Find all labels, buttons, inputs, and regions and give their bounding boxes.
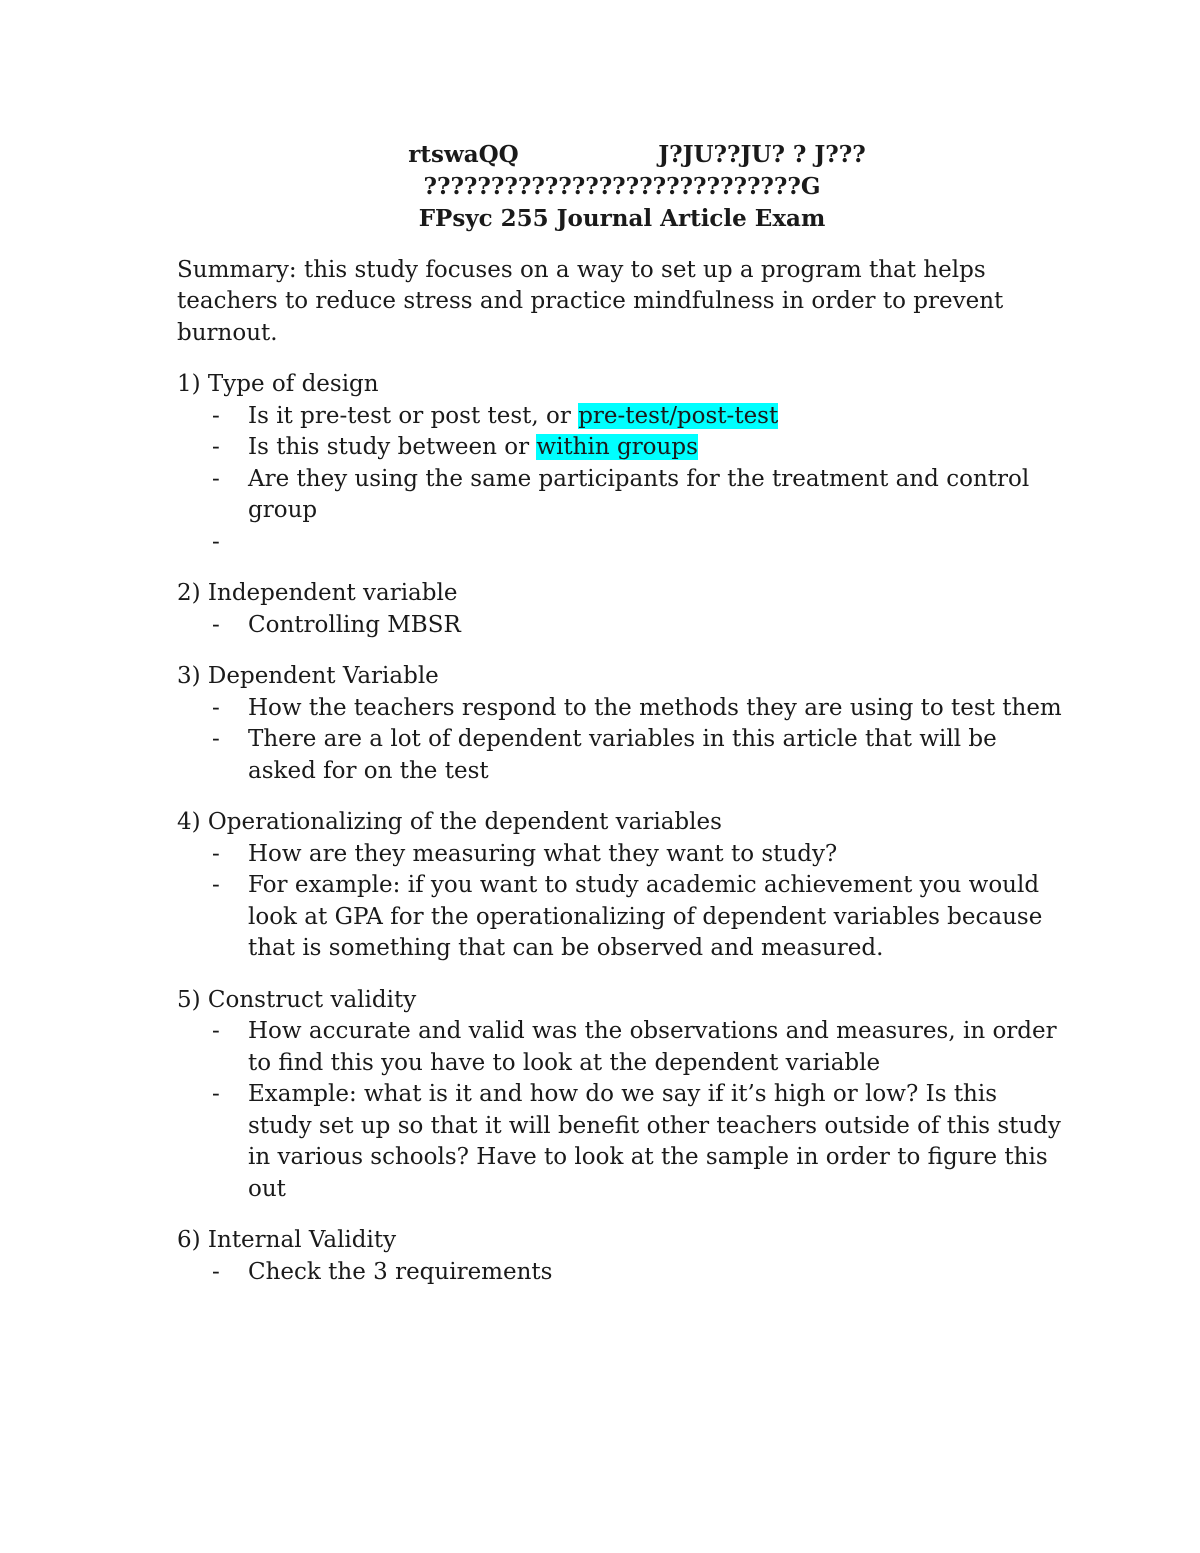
bullet-dash: -: [212, 1018, 220, 1044]
list-item-text: For example: if you want to study academic achievement you would look at GPA for the operationalizing of dependent variables because that is something that can be observed and measured.: [248, 872, 1043, 961]
list-item: [177, 527, 1067, 559]
bullet-dash: -: [212, 1081, 220, 1107]
list-item-text: Are they using the same participants for the treatment and control group: [248, 465, 1030, 523]
list-item: [177, 693, 1067, 725]
bullet-dash: -: [212, 872, 220, 898]
header-line-1-right: J?JU??JU? ? J???: [658, 141, 866, 168]
document-header: [177, 139, 1067, 235]
list-item: [177, 1016, 1067, 1079]
highlighted-text: pre-test/post-test: [578, 402, 779, 429]
list-item: [177, 401, 1067, 433]
list-item: [177, 1079, 1067, 1205]
list-item-text: How the teachers respond to the methods they are using to test them: [248, 694, 1062, 721]
section-title: 1) Type of design: [177, 371, 379, 397]
bullet-dash: -: [212, 434, 220, 460]
list-item: [177, 464, 1067, 527]
page-title: FPsyc 255 Journal Article Exam: [418, 205, 826, 232]
highlighted-text: within groups: [536, 434, 698, 460]
header-line-2: ????????????????????????????G: [423, 172, 821, 200]
section-1: [177, 369, 1067, 558]
list-item-text: How are they measuring what they want to study?: [248, 840, 838, 867]
list-item-text: How accurate and valid was the observations and measures, in order to find this you have to look at the dependent variable: [248, 1018, 1057, 1076]
bullet-dash: -: [212, 726, 220, 752]
list-item-text: Controlling MBSR: [248, 611, 461, 638]
section-5: [177, 985, 1067, 1206]
bullet-dash: -: [212, 1258, 220, 1285]
bullet-dash: -: [212, 611, 220, 638]
list-item: [177, 610, 1067, 642]
bullet-dash: -: [212, 840, 220, 867]
list-item: [177, 1257, 1067, 1289]
list-item: [177, 870, 1067, 965]
section-title: 6) Internal Validity: [177, 1227, 397, 1253]
bullet-dash: -: [212, 465, 220, 492]
list-item-text: Is this study between or within groups: [248, 434, 698, 460]
section-3: [177, 661, 1067, 787]
list-item: [177, 432, 1067, 464]
section-title: 4) Operationalizing of the dependent variables: [177, 809, 722, 835]
summary-paragraph: Summary: this study focuses on a way to set up a program that helps teachers to reduce stress and practice mindfulness in order to prevent burnout.: [177, 256, 1004, 346]
section-6: [177, 1225, 1067, 1288]
section-title: 3) Dependent Variable: [177, 663, 439, 689]
list-item-text: There are a lot of dependent variables in this article that will be asked for on the test: [248, 726, 997, 784]
bullet-dash: -: [212, 528, 220, 555]
list-item: [177, 839, 1067, 871]
section-2: [177, 578, 1067, 641]
list-item: [177, 724, 1067, 787]
section-title: 5) Construct validity: [177, 986, 417, 1013]
document-content: [177, 139, 1067, 1288]
section-title: 2) Independent variable: [177, 580, 458, 606]
list-item-text: Is it pre-test or post test, or pre-test/post-test: [248, 402, 779, 429]
list-item-text: Example: what is it and how do we say if it’s high or low? Is this study set up so that it will benefit other teachers outside of this study in various schools? Have to look at the sample in order to figure this out: [248, 1081, 1061, 1202]
header-line-1: [207, 139, 1067, 171]
list-item-text: [248, 527, 1067, 559]
list-item-text: Check the 3 requirements: [248, 1258, 553, 1285]
bullet-dash: -: [212, 402, 220, 429]
header-line-1-left: rtswaQQ: [408, 141, 519, 168]
bullet-dash: -: [212, 694, 220, 721]
section-4: [177, 807, 1067, 965]
sections-list: [177, 369, 1067, 1288]
